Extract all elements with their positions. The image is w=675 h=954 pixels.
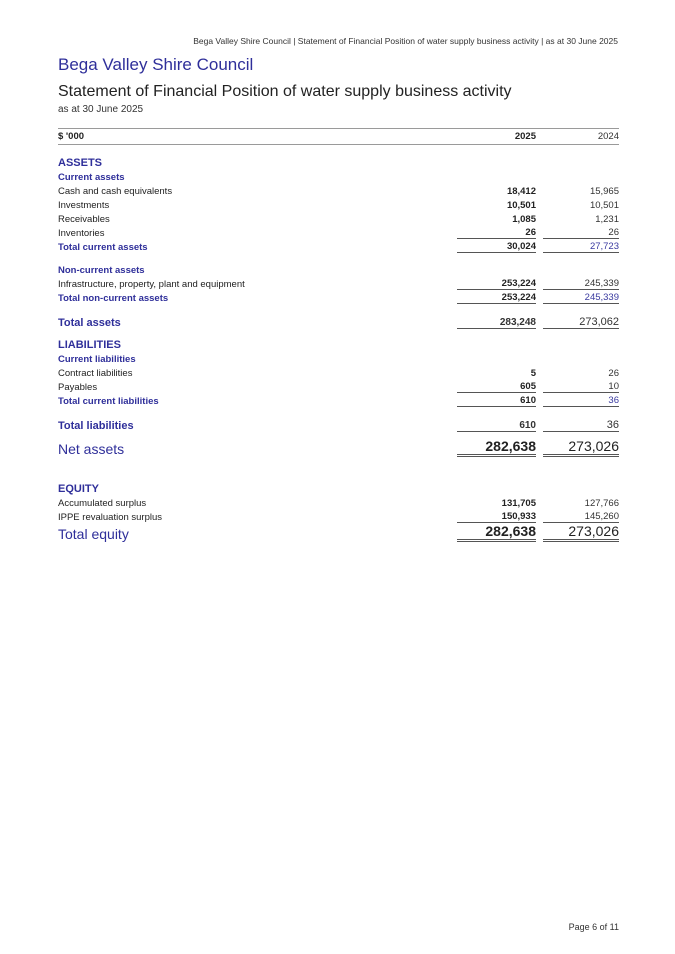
total-row-current-liabilities [58, 393, 619, 407]
row-label: Total current assets [58, 242, 148, 253]
page-number: Page 6 of 11 [568, 922, 619, 932]
value-2025: 18,412 [506, 186, 536, 197]
table-row [58, 365, 619, 379]
section-heading-equity [58, 481, 619, 495]
value-2024: 10,501 [589, 200, 619, 211]
section-heading-label: LIABILITIES [58, 339, 121, 351]
value-2025: 30,024 [457, 241, 536, 253]
table-row [58, 276, 619, 290]
value-2025: 605 [457, 381, 536, 393]
value-2024: 10 [543, 381, 619, 393]
page-running-header: Bega Valley Shire Council | Statement of Financial Position of water supply business activity | as at 30 June 2025 [193, 36, 618, 46]
value-2025: 282,638 [457, 523, 536, 542]
row-label: Accumulated surplus [58, 498, 147, 509]
value-2025: 150,933 [457, 511, 536, 523]
value-2024: 36 [543, 395, 619, 407]
row-label: Total equity [58, 526, 129, 542]
value-2024: 127,766 [584, 498, 619, 509]
value-2024: 27,723 [543, 241, 619, 253]
value-2024: 26 [608, 368, 619, 379]
row-label: Inventories [58, 228, 105, 239]
value-2024: 245,339 [543, 292, 619, 304]
total-row-liabilities [58, 416, 619, 432]
row-label: Cash and cash equivalents [58, 186, 173, 197]
row-label: Net assets [58, 441, 125, 457]
table-row [58, 509, 619, 523]
value-2025: 610 [457, 420, 536, 432]
value-2025: 131,705 [501, 498, 536, 509]
value-2024: 273,026 [543, 523, 619, 542]
value-2025: 253,224 [457, 278, 536, 290]
subsection-heading-non-current-assets [58, 262, 619, 276]
net-assets-row [58, 438, 619, 457]
financial-position-table [58, 128, 619, 542]
table-row [58, 197, 619, 211]
value-2024: 1,231 [595, 214, 619, 225]
value-2024: 15,965 [589, 186, 619, 197]
row-label: Infrastructure, property, plant and equipment [58, 279, 245, 290]
organisation-title: Bega Valley Shire Council [58, 55, 254, 74]
value-2025: 5 [530, 368, 536, 379]
value-2025: 610 [457, 395, 536, 407]
column-header-2024: 2024 [597, 131, 619, 142]
row-label: Total assets [58, 317, 121, 329]
row-label: Payables [58, 382, 98, 393]
value-2024: 245,339 [543, 278, 619, 290]
table-row [58, 379, 619, 393]
total-row-non-current-assets [58, 290, 619, 304]
subsection-heading-label: Non-current assets [58, 265, 145, 276]
subsection-heading-current-assets [58, 169, 619, 183]
section-heading-label: EQUITY [58, 483, 99, 495]
table-row [58, 495, 619, 509]
table-row [58, 225, 619, 239]
value-2024: 273,062 [543, 316, 619, 329]
table-row [58, 183, 619, 197]
row-label: Contract liabilities [58, 368, 133, 379]
total-row-current-assets [58, 239, 619, 253]
unit-label: $ '000 [58, 131, 85, 142]
value-2024: 273,026 [543, 438, 619, 457]
subsection-heading-label: Current assets [58, 172, 125, 183]
value-2024: 26 [543, 227, 619, 239]
table-row [58, 211, 619, 225]
section-heading-assets [58, 155, 619, 169]
document-subtitle: as at 30 June 2025 [58, 104, 144, 115]
value-2025: 282,638 [457, 438, 536, 457]
subsection-heading-current-liabilities [58, 351, 619, 365]
table-header-row [58, 128, 619, 145]
value-2025: 1,085 [512, 214, 536, 225]
value-2025: 26 [457, 227, 536, 239]
subsection-heading-label: Current liabilities [58, 354, 136, 365]
value-2025: 283,248 [457, 317, 536, 329]
row-label: Total non-current assets [58, 293, 169, 304]
row-label: IPPE revaluation surplus [58, 512, 163, 523]
row-label: Total liabilities [58, 420, 134, 432]
section-heading-liabilities [58, 337, 619, 351]
value-2025: 10,501 [506, 200, 536, 211]
row-label: Investments [58, 200, 110, 211]
value-2025: 253,224 [457, 292, 536, 304]
document-title: Statement of Financial Position of water supply business activity [58, 83, 512, 100]
value-2024: 36 [543, 419, 619, 432]
section-heading-label: ASSETS [58, 157, 103, 169]
row-label: Total current liabilities [58, 396, 159, 407]
column-header-2025: 2025 [514, 131, 536, 142]
row-label: Receivables [58, 214, 110, 225]
total-row-assets [58, 313, 619, 329]
value-2024: 145,260 [543, 511, 619, 523]
total-row-equity [58, 523, 619, 542]
